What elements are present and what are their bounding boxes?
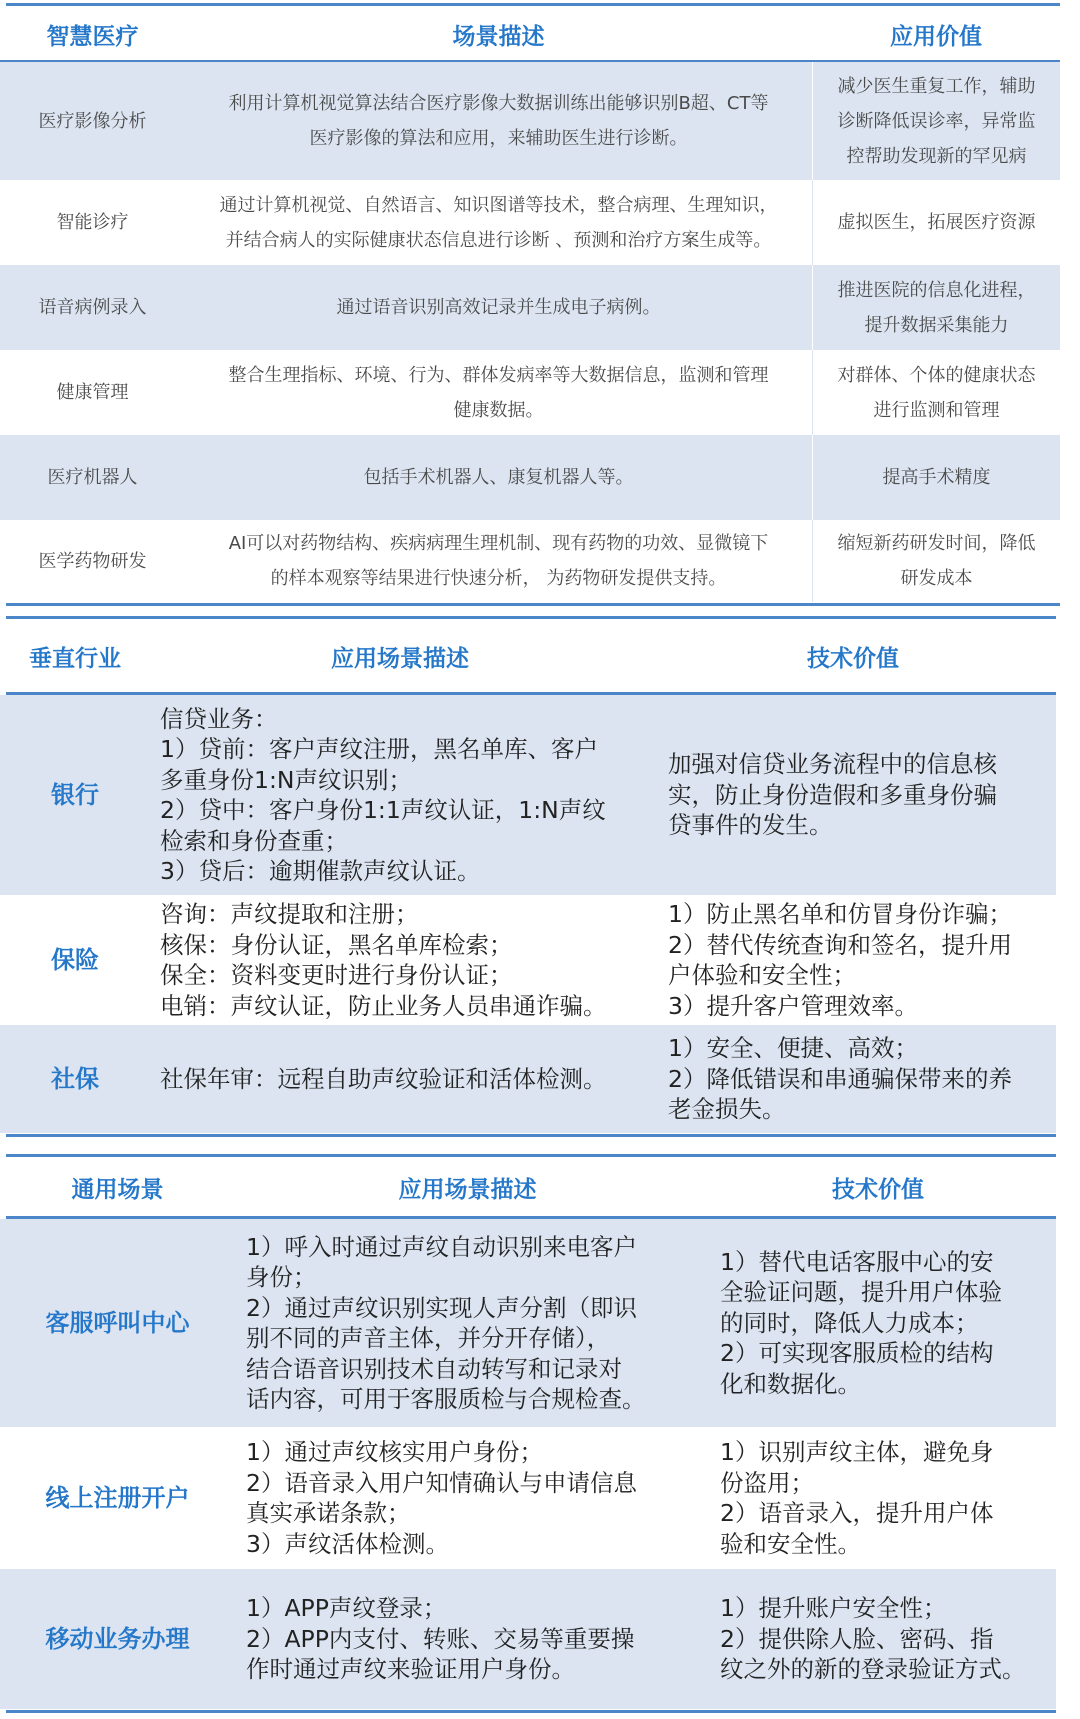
text-line: 2）可实现客服质检的结构	[720, 1339, 994, 1368]
text-line: 2）APP内支付、转账、交易等重要操	[246, 1624, 635, 1653]
text-line: 1）安全、便捷、高效；	[668, 1034, 918, 1063]
text-line: 份盗用；	[720, 1468, 814, 1497]
text-line: 虚拟医生，拓展医疗资源	[837, 212, 1036, 233]
row-description	[185, 180, 812, 265]
row-name: 线上注册开户	[45, 1483, 190, 1512]
header-row	[0, 620, 1056, 692]
text-line: 2）通过声纹识别实现人声分割（即识	[246, 1293, 637, 1322]
text-line: 化和数据化。	[720, 1369, 861, 1398]
vertical-industry-table	[0, 612, 1080, 1152]
table-row	[0, 1219, 1056, 1427]
row-description	[246, 1219, 701, 1427]
text-line: 诊断降低误诊率，异常监	[837, 110, 1036, 132]
row-value	[668, 695, 1053, 895]
table-row	[0, 695, 1056, 895]
header-cell: 应用场景描述	[331, 645, 469, 672]
text-line: 2）提供除人脸、密码、指	[720, 1624, 994, 1653]
text-line: 1）通过声纹核实用户身份；	[246, 1438, 543, 1466]
text-line: 2）语音录入用户知情确认与申请信息	[246, 1468, 637, 1497]
row-description	[185, 350, 812, 435]
row-description	[185, 62, 812, 180]
text-line: 并结合病人的实际健康状态信息进行诊断 、预测和治疗方案生成等。	[225, 229, 772, 251]
text-line: 真实承诺条款；	[246, 1499, 411, 1527]
text-line: 2）替代传统查询和签名，提升用	[668, 930, 1012, 959]
text-line: 贷事件的发生。	[668, 811, 833, 840]
text-line: 3）提升客户管理效率。	[668, 991, 918, 1020]
row-name: 银行	[51, 780, 99, 809]
row-value	[812, 62, 1060, 180]
medical-table	[0, 0, 1080, 610]
text-line: 结合语音识别技术自动转写和记录对	[246, 1354, 622, 1383]
row-value	[668, 1025, 1053, 1133]
row-description	[246, 1427, 701, 1569]
general-scenario-table	[0, 1148, 1080, 1719]
text-line: 通过计算机视觉、自然语言、知识图谱等技术，整合病理、生理知识，	[219, 194, 778, 216]
row-name: 社保	[51, 1064, 99, 1093]
table-row	[0, 265, 1060, 350]
row-name: 健康管理	[56, 382, 129, 403]
table-row	[0, 62, 1060, 180]
top-rule	[6, 1154, 1056, 1157]
text-line: 社保年审：远程自助声纹验证和活体检测。	[160, 1064, 607, 1093]
header-cell: 技术价值	[807, 645, 899, 672]
row-value	[720, 1219, 1055, 1427]
text-line: AI可以对药物结构、疾病病理生理机制、现有药物的功效、显微镜下	[228, 533, 769, 554]
row-description	[185, 520, 812, 602]
text-line: 1）替代电话客服中心的安	[720, 1247, 994, 1276]
row-value	[668, 895, 1053, 1025]
table-row	[0, 1427, 1056, 1569]
row-name: 医疗影像分析	[38, 110, 147, 132]
top-rule	[6, 616, 1056, 619]
row-description	[160, 895, 660, 1025]
bottom-rule	[6, 1710, 1056, 1713]
row-value	[812, 435, 1060, 520]
text-line: 3）贷后：逾期催款声纹认证。	[160, 857, 481, 885]
text-line: 提高手术精度	[882, 467, 991, 488]
text-line: 验和安全性。	[720, 1529, 861, 1558]
row-description	[185, 435, 812, 520]
text-line: 进行监测和管理	[873, 399, 1000, 421]
header-cell: 应用价值	[890, 23, 982, 50]
row-value	[720, 1427, 1055, 1569]
text-line: 利用计算机视觉算法结合医疗影像大数据训练出能够识别B超、CT等	[228, 93, 769, 114]
text-line: 减少医生重复工作，辅助	[837, 75, 1036, 97]
row-description	[185, 265, 812, 350]
row-value	[812, 180, 1060, 265]
text-line: 老金损失。	[668, 1095, 786, 1124]
text-line: 的同时，降低人力成本；	[720, 1308, 979, 1337]
text-line: 检索和身份查重；	[160, 826, 348, 855]
text-line: 1）贷前：客户声纹注册，黑名单库、客户	[160, 735, 598, 763]
text-line: 1）提升账户安全性；	[720, 1594, 947, 1623]
header-cell: 通用场景	[71, 1176, 164, 1203]
text-line: 2）语音录入，提升用户体	[720, 1499, 994, 1527]
header-row	[0, 8, 1060, 60]
text-line: 多重身份1:N声纹识别；	[160, 765, 412, 794]
text-line: 包括手术机器人、康复机器人等。	[363, 467, 634, 488]
text-line: 户体验和安全性；	[668, 961, 856, 989]
table-row	[0, 180, 1060, 265]
text-line: 研发成本	[900, 568, 973, 589]
text-line: 保全：资料变更时进行身份认证；	[160, 961, 513, 989]
row-name: 语音病例录入	[38, 297, 147, 318]
text-line: 加强对信贷业务流程中的信息核	[668, 750, 997, 779]
text-line: 缩短新药研发时间，降低	[837, 533, 1036, 554]
row-name: 医疗机器人	[47, 467, 138, 488]
row-name: 保险	[51, 945, 99, 974]
header-cell: 垂直行业	[29, 645, 121, 672]
text-line: 1）呼入时通过声纹自动识别来电客户	[246, 1232, 637, 1261]
text-line: 对群体、个体的健康状态	[837, 364, 1036, 386]
header-row	[0, 1158, 1056, 1216]
top-rule	[6, 3, 1060, 6]
text-line: 医疗影像的算法和应用，来辅助医生进行诊断。	[309, 128, 688, 149]
table-row	[0, 895, 1056, 1025]
table-row	[0, 1569, 1056, 1709]
row-value	[812, 520, 1060, 602]
row-description	[160, 1025, 660, 1133]
text-line: 1）APP声纹登录；	[246, 1594, 447, 1623]
row-value	[812, 350, 1060, 435]
table-row	[0, 435, 1060, 520]
text-line: 实，防止身份造假和多重身份骗	[668, 780, 997, 809]
text-line: 话内容，可用于客服质检与合规检查。	[246, 1385, 646, 1413]
header-cell: 应用场景描述	[398, 1176, 537, 1203]
text-line: 信贷业务：	[160, 704, 278, 733]
text-line: 健康数据。	[453, 399, 544, 421]
row-name: 移动业务办理	[45, 1624, 190, 1653]
text-line: 推进医院的信息化进程，	[837, 279, 1036, 301]
row-description	[246, 1569, 701, 1709]
text-line: 通过语音识别高效记录并生成电子病例。	[336, 297, 661, 318]
text-line: 整合生理指标、环境、行为、群体发病率等大数据信息，监测和管理	[228, 364, 769, 386]
text-line: 2）降低错误和串通骗保带来的养	[668, 1064, 1012, 1093]
text-line: 电销：声纹认证，防止业务人员串通诈骗。	[160, 991, 607, 1020]
text-line: 的样本观察等结果进行快速分析， 为药物研发提供支持。	[270, 568, 727, 589]
table-row	[0, 1025, 1056, 1133]
text-line: 1）识别声纹主体，避免身	[720, 1438, 994, 1466]
text-line: 咨询：声纹提取和注册；	[160, 900, 419, 928]
bottom-rule	[6, 1134, 1056, 1137]
row-description	[160, 695, 660, 895]
row-name: 智能诊疗	[56, 212, 129, 233]
text-line: 2）贷中：客户身份1:1声纹认证，1:N声纹	[160, 796, 606, 824]
table-row	[0, 520, 1060, 602]
row-value	[720, 1569, 1055, 1709]
header-cell: 场景描述	[452, 23, 545, 50]
text-line: 别不同的声音主体，并分开存储），	[246, 1324, 611, 1352]
text-line: 核保：身份认证，黑名单库检索；	[160, 930, 513, 959]
text-line: 控帮助发现新的罕见病	[846, 145, 1027, 167]
text-line: 全验证问题，提升用户体验	[720, 1278, 1002, 1307]
header-cell: 技术价值	[832, 1176, 924, 1203]
text-line: 提升数据采集能力	[864, 314, 1009, 336]
bottom-rule	[6, 603, 1060, 606]
text-line: 1）防止黑名单和仿冒身份诈骗；	[668, 900, 1012, 928]
row-name: 医学药物研发	[38, 550, 147, 572]
text-line: 作时通过声纹来验证用户身份。	[246, 1655, 575, 1684]
row-name: 客服呼叫中心	[45, 1308, 190, 1337]
text-line: 纹之外的新的登录验证方式。	[720, 1655, 1026, 1684]
text-line: 3）声纹活体检测。	[246, 1529, 449, 1558]
header-cell: 智慧医疗	[46, 23, 139, 50]
text-line: 身份；	[246, 1263, 317, 1291]
row-value	[812, 265, 1060, 350]
table-row	[0, 350, 1060, 435]
